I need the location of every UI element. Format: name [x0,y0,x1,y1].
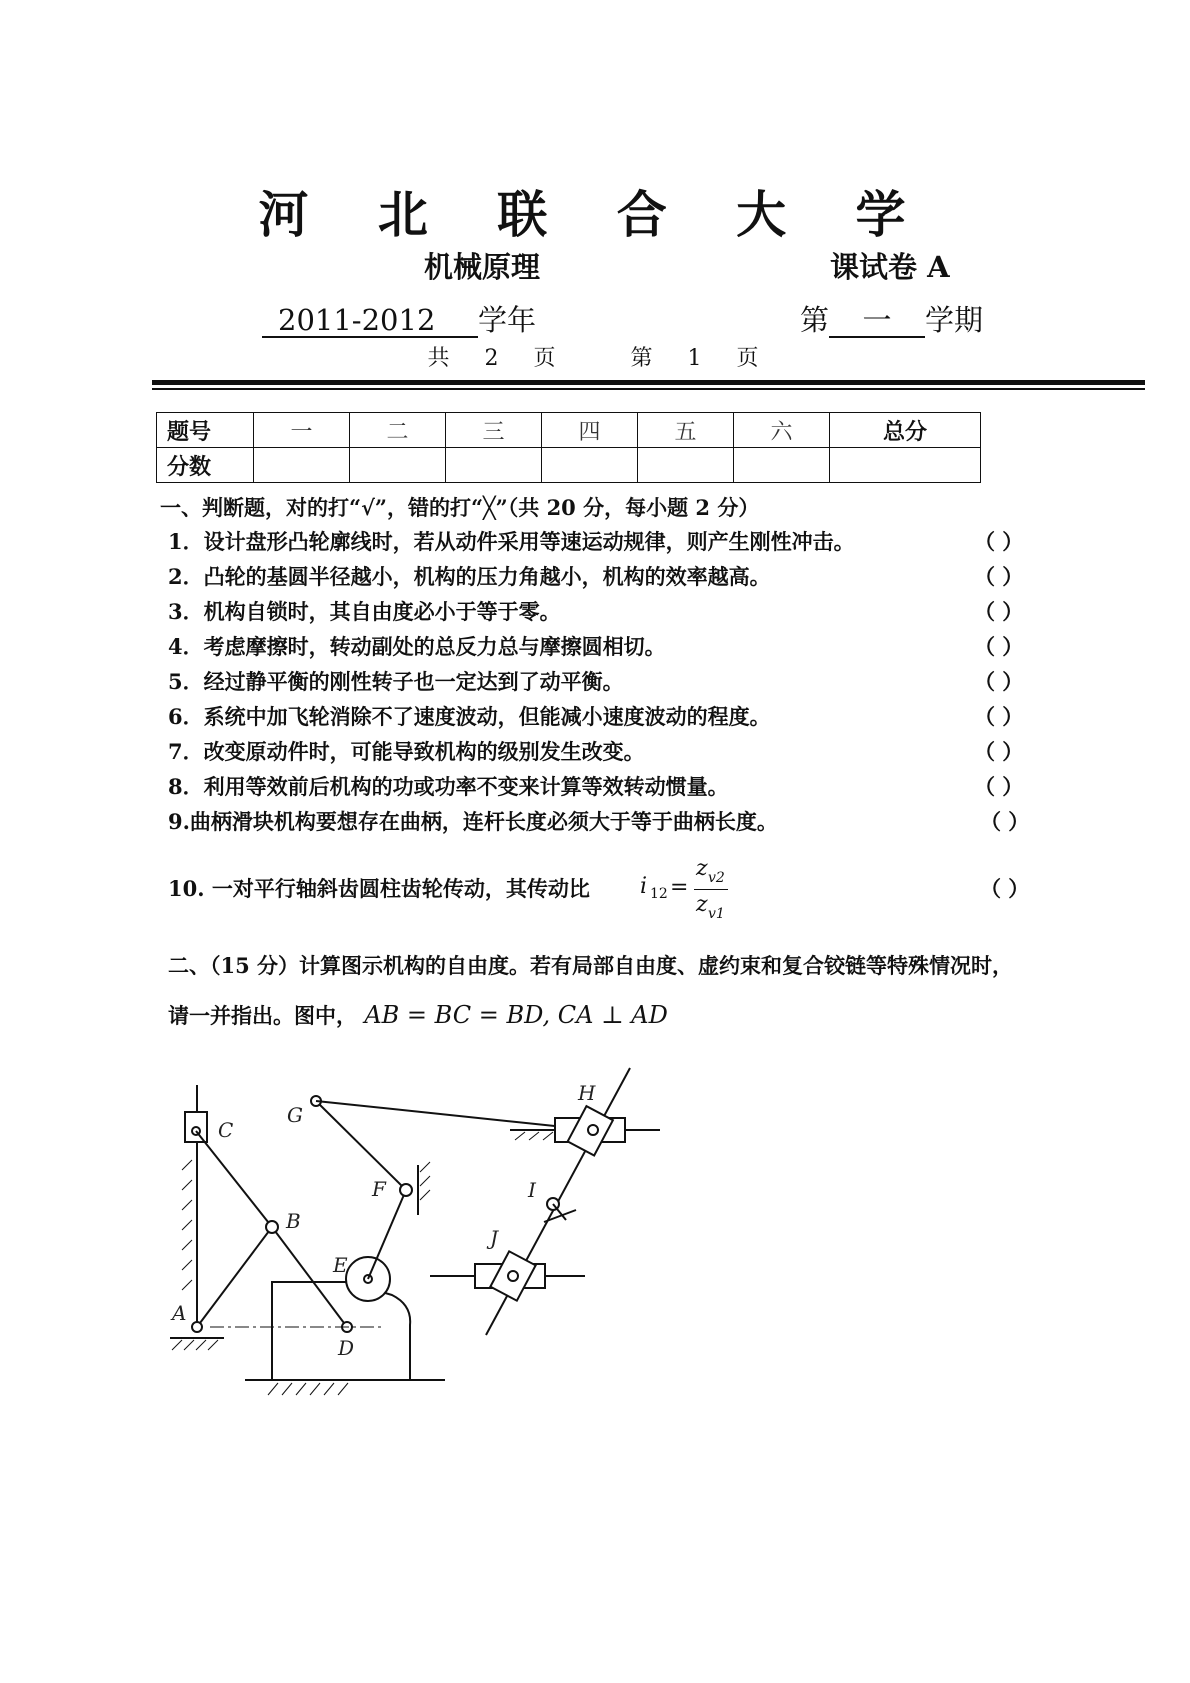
term-suffix: 学期 [925,303,984,337]
section2-line2-text: 请一并指出。图中， [168,1003,357,1028]
label-G: G [287,1103,303,1127]
page-current-prefix: 第 [630,346,657,371]
col-3: 三 [446,413,542,448]
course-name: 机械原理 [424,250,541,284]
pages-total-suffix: 页 [533,346,560,371]
pages-total-prefix: 共 [427,346,454,371]
year-suffix: 学年 [478,303,537,337]
formula-denominator-sub: v1 [708,906,725,922]
section2-line1: 二、（15 分）计算图示机构的自由度。若有局部自由度、虚约束和复合铰链等特殊情况时， [168,953,1014,978]
question-3: 3．机构自锁时，其自由度必小于等于零。 [168,599,561,624]
formula-denominator: z [696,892,708,917]
question-1: 1．设计盘形凸轮廓线时，若从动件采用等速运动规律，则产生刚性冲击。 [168,529,855,554]
question-9: 9.曲柄滑块机构要想存在曲柄，连杆长度必须大于等于曲柄长度。 [168,809,778,834]
section2-formula: AB = BC = BD, CA ⊥ AD [364,1001,668,1029]
label-F: F [372,1177,386,1201]
paper-type: 课试卷 A [830,250,950,284]
label-C: C [218,1118,234,1142]
answer-blank-4[interactable]: （ ） [974,634,1024,659]
question-5: 5．经过静平衡的刚性转子也一定达到了动平衡。 [168,669,624,694]
score-label: 分数 [157,448,254,483]
term-value: 一 [829,304,925,338]
formula-lhs-sub: 12 [650,886,668,902]
question-4: 4．考虑摩擦时，转动副处的总反力总与摩擦圆相切。 [168,634,666,659]
year-value: 2011-2012 [262,304,478,338]
col-5: 五 [638,413,734,448]
col-4: 四 [542,413,638,448]
answer-blank-7[interactable]: （ ） [974,739,1024,764]
answer-blank-8[interactable]: （ ） [974,774,1024,799]
pages-total-number: 2 [484,346,503,371]
question-7: 7．改变原动件时，可能导致机构的级别发生改变。 [168,739,645,764]
answer-blank-9[interactable]: （ ） [980,809,1030,834]
formula-equals: = [670,875,689,900]
label-E: E [333,1253,348,1277]
answer-blank-3[interactable]: （ ） [974,599,1024,624]
answer-blank-6[interactable]: （ ） [974,704,1024,729]
page-current-suffix: 页 [736,346,763,371]
page-current-number: 1 [687,346,706,371]
answer-blank-2[interactable]: （ ） [974,564,1024,589]
label-A: A [172,1301,187,1325]
answer-blank-10[interactable]: （ ） [980,876,1030,901]
formula-numerator-sub: v2 [708,870,725,886]
formula-numerator: z [696,856,708,881]
label-D: D [338,1336,355,1360]
section1-title: 一、判断题，对的打“√”，错的打“╳”（共 20 分，每小题 2 分） [160,495,760,520]
col-2: 二 [350,413,446,448]
question-6: 6．系统中加飞轮消除不了速度波动，但能减小速度波动的程度。 [168,704,771,729]
question-number-label: 题号 [157,413,254,448]
question-2: 2．凸轮的基圆半径越小，机构的压力角越小，机构的效率越高。 [168,564,771,589]
label-B: B [286,1209,301,1233]
col-6: 六 [734,413,830,448]
university-title: 河 北 联 合 大 学 [258,185,932,244]
col-1: 一 [254,413,350,448]
answer-blank-1[interactable]: （ ） [974,529,1024,554]
formula-lhs: i [640,874,648,899]
label-H: H [578,1081,596,1105]
label-I: I [528,1178,536,1202]
total-label: 总分 [830,413,981,448]
question-10: 10. 一对平行轴斜齿圆柱齿轮传动，其传动比 [168,876,590,901]
question-8: 8．利用等效前后机构的功或功率不变来计算等效转动惯量。 [168,774,729,799]
label-J: J [490,1226,499,1250]
term-prefix: 第 [800,303,830,337]
answer-blank-5[interactable]: （ ） [974,669,1024,694]
